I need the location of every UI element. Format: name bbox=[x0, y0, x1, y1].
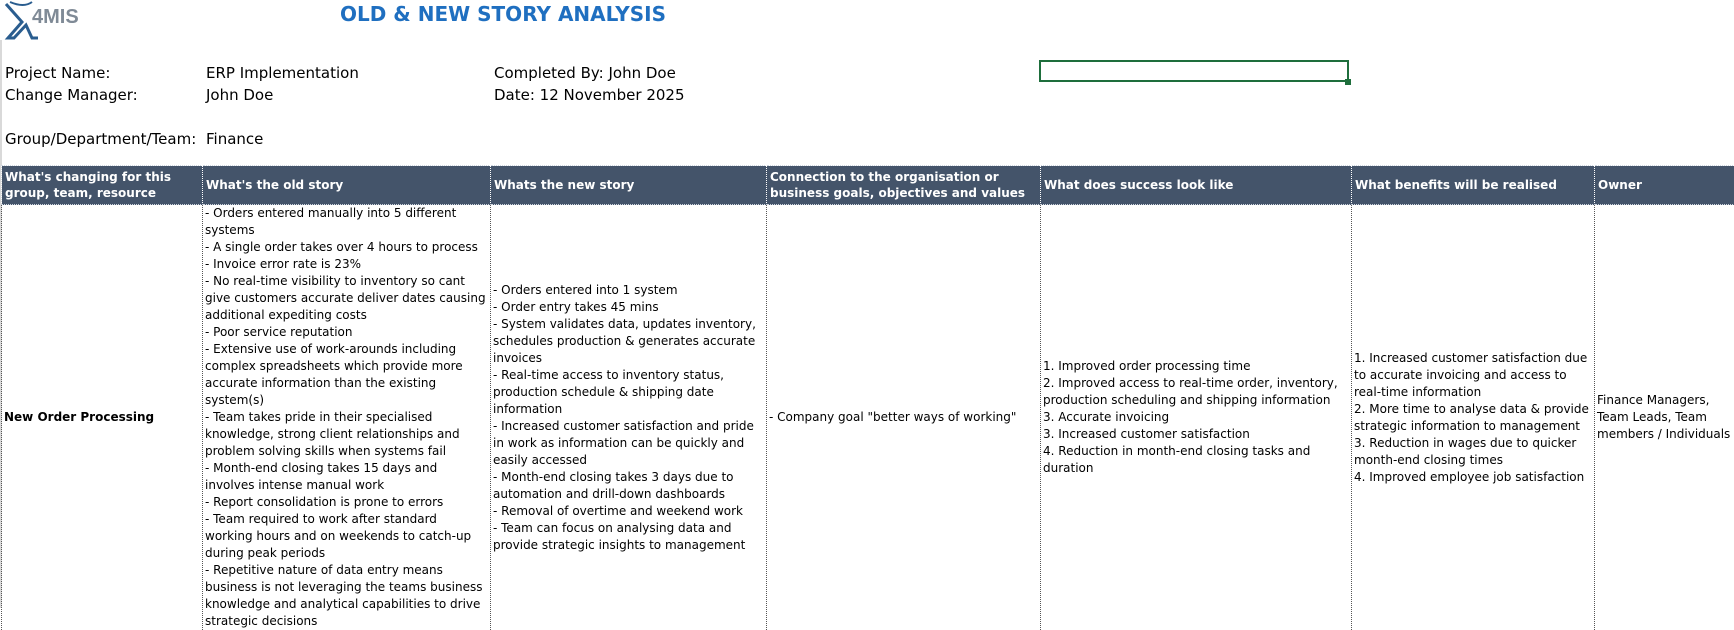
success-line: 1. Improved order processing time bbox=[1043, 358, 1349, 375]
manager-label: Change Manager: bbox=[5, 85, 138, 105]
benefit-line: 4. Improved employee job satisfaction bbox=[1354, 469, 1592, 486]
completed-by[interactable]: Completed By: John Doe bbox=[494, 63, 676, 83]
old-story-line: - A single order takes over 4 hours to process bbox=[205, 239, 488, 256]
logo-text: 4MIS bbox=[32, 6, 79, 28]
header-connection: Connection to the organisation or business goals, objectives and values bbox=[767, 166, 1041, 205]
header-new-story: Whats the new story bbox=[491, 166, 767, 205]
old-story-line: - Repetitive nature of data entry means business is not leveraging the teams business knowledge and analytical capabilities to drive strategic decisions bbox=[205, 562, 488, 630]
old-story-line: - Report consolidation is prone to errors bbox=[205, 494, 488, 511]
new-story-line: - Orders entered into 1 system bbox=[493, 282, 764, 299]
new-story-line: - Order entry takes 45 mins bbox=[493, 299, 764, 316]
company-logo bbox=[2, 0, 98, 42]
cell-old-story[interactable] bbox=[203, 205, 491, 630]
group-label: Group/Department/Team: bbox=[5, 129, 196, 149]
new-story-line: - Removal of overtime and weekend work bbox=[493, 503, 764, 520]
success-line: 3. Increased customer satisfaction bbox=[1043, 426, 1349, 443]
new-story-line: - Month-end closing takes 3 days due to automation and drill-down dashboards bbox=[493, 469, 764, 503]
cell-owner[interactable]: Finance Managers, Team Leads, Team members / Individuals bbox=[1595, 205, 1734, 630]
benefit-line: 2. More time to analyse data & provide strategic information to management bbox=[1354, 401, 1592, 435]
cell-new-story[interactable] bbox=[491, 205, 767, 630]
header-changing: What's changing for this group, team, resource bbox=[2, 166, 203, 205]
story-table bbox=[1, 165, 1734, 630]
fill-handle[interactable] bbox=[1345, 79, 1351, 85]
header-owner: Owner bbox=[1595, 166, 1734, 205]
old-story-line: - Invoice error rate is 23% bbox=[205, 256, 488, 273]
header-success: What does success look like bbox=[1041, 166, 1352, 205]
old-story-line: - Team required to work after standard working hours and on weekends to catch-up during peak periods bbox=[205, 511, 488, 562]
old-story-line: - Poor service reputation bbox=[205, 324, 488, 341]
cell-success[interactable] bbox=[1041, 205, 1352, 630]
date-field[interactable]: Date: 12 November 2025 bbox=[494, 85, 685, 105]
success-line: 3. Accurate invoicing bbox=[1043, 409, 1349, 426]
old-story-line: - Month-end closing takes 15 days and involves intense manual work bbox=[205, 460, 488, 494]
new-story-line: - Increased customer satisfaction and pride in work as information can be quickly and easily accessed bbox=[493, 418, 764, 469]
project-value[interactable]: ERP Implementation bbox=[206, 63, 359, 83]
cell-benefits[interactable] bbox=[1352, 205, 1595, 630]
success-line: 4. Reduction in month-end closing tasks and duration bbox=[1043, 443, 1349, 477]
old-story-line: - Orders entered manually into 5 different systems bbox=[205, 205, 488, 239]
header-old-story: What's the old story bbox=[203, 166, 491, 205]
new-story-line: - System validates data, updates inventory, schedules production & generates accurate invoices bbox=[493, 316, 764, 367]
success-line: 2. Improved access to real-time order, inventory, production scheduling and shipping information bbox=[1043, 375, 1349, 409]
page-title: OLD & NEW STORY ANALYSIS bbox=[340, 0, 666, 28]
selected-cell[interactable] bbox=[1039, 60, 1349, 82]
group-value[interactable]: Finance bbox=[206, 129, 263, 149]
manager-value[interactable]: John Doe bbox=[206, 85, 273, 105]
old-story-line: - No real-time visibility to inventory so cant give customers accurate deliver dates causing additional expediting costs bbox=[205, 273, 488, 324]
new-story-line: - Team can focus on analysing data and provide strategic insights to management bbox=[493, 520, 764, 554]
project-label: Project Name: bbox=[5, 63, 110, 83]
cell-changing[interactable]: New Order Processing bbox=[2, 205, 203, 630]
header-benefits: What benefits will be realised bbox=[1352, 166, 1595, 205]
old-story-line: - Team takes pride in their specialised knowledge, strong client relationships and problem solving skills when systems fail bbox=[205, 409, 488, 460]
table-header-row bbox=[2, 166, 1734, 205]
old-story-line: - Extensive use of work-arounds including complex spreadsheets which provide more accurate information than the existing system(s) bbox=[205, 341, 488, 409]
benefit-line: 1. Increased customer satisfaction due to accurate invoicing and access to real-time information bbox=[1354, 350, 1592, 401]
new-story-line: - Real-time access to inventory status, production schedule & shipping date information bbox=[493, 367, 764, 418]
benefit-line: 3. Reduction in wages due to quicker month-end closing times bbox=[1354, 435, 1592, 469]
cell-connection[interactable]: - Company goal "better ways of working" bbox=[767, 205, 1041, 630]
table-row bbox=[2, 205, 1734, 630]
